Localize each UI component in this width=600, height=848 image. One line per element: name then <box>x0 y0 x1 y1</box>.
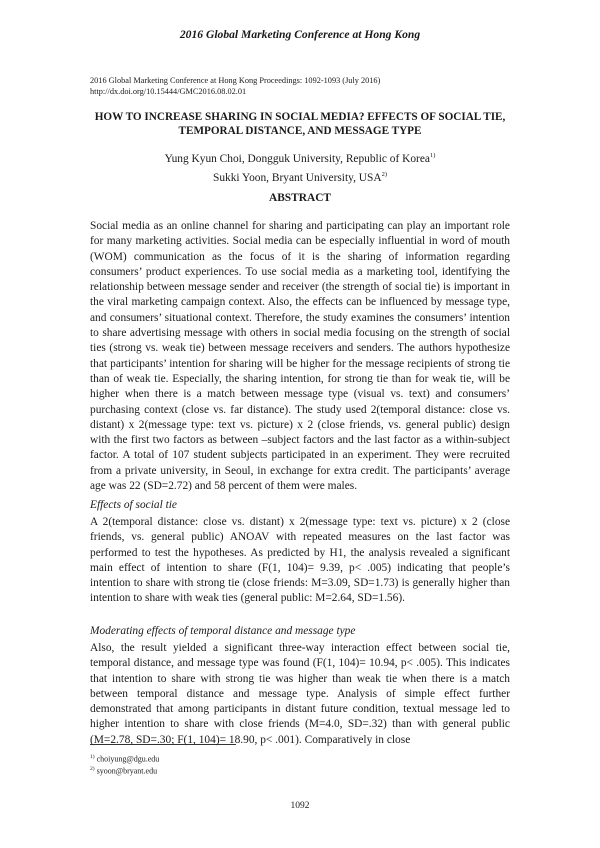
footnote-2 <box>90 766 157 776</box>
author-2-mark: 2) <box>381 170 387 178</box>
footnote-1-mark: 1) <box>90 754 95 760</box>
footnote-2-email[interactable]: syoon@bryant.edu <box>96 766 158 776</box>
page-number: 1092 <box>290 801 310 811</box>
paper-title: HOW TO INCREASE SHARING IN SOCIAL MEDIA? EFFECTS OF SOCIAL TIE, TEMPORAL DISTANCE, AND MESSAGE TYPE <box>94 111 506 137</box>
section-heading-social-tie: Effects of social tie <box>90 499 177 511</box>
publication-meta <box>90 75 380 97</box>
abstract-paragraph: Social media as an online channel for sharing and participating can play an important role for many marketing activities. Social media can be especially influential in word of mouth (WOM) communication as the focus of it is the sharing of information regarding consumers’ product experiences. To use social media as a marketing tool, identifying the relationship between message sender and receiver (the strength of social tie) is important in the viral marketing campaign context. Also, the effects can be influenced by message type, and consumers’ situational context. Therefore, the study examines the consumers’ intention to share advertising message with others in social media focusing on the strength of social ties (strong vs. weak tie) between message receivers and senders. The authors hypothesize that participants’ intention for sharing will be higher for the message recipients of strong tie than of weak tie. Especially, the sharing intention, for strong tie than for weak tie, will be higher when there is a match between message type (visual vs. text) and consumers’ purchasing context (close vs. far distance). The study used 2(temporal distance: close vs. distant) x 2(message type: text vs. picture) x 2 (close friends, vs. general public) design with the first two factors as between –subject factors and the last factor as a within-subject factor. A total of 107 student subjects participated in an experiment. They were recruited from a private university, in Seoul, in exchange for extra credit. The participants’ average age was 22 (SD=2.72) and 58 percent of them were males. <box>90 220 510 493</box>
author-2-name: Sukki Yoon, Bryant University, USA <box>213 171 382 184</box>
section-heading-moderating-effects: Moderating effects of temporal distance and message type <box>90 625 356 637</box>
section-paragraph-moderating-effects: Also, the result yielded a significant three-way interaction effect between social tie, temporal distance, and message type was found (F(1, 104)= 10.94, p< .005). This indicates that intention to share with strong tie was higher than weak tie when there is a match between temporal distance and message type. Analysis of simple effect further demonstrated that among participants in distant future condition, textual message led to higher intention to share with close friends (M=4.0, SD=.32) than with general public (M=2.78, SD=.30; F(1, 104)= 18.90, p< .001). Comparatively in close <box>90 642 510 746</box>
footnote-1-email[interactable]: choiyung@dgu.edu <box>96 754 160 764</box>
author-1-name: Yung Kyun Choi, Dongguk University, Republic of Korea <box>164 152 430 165</box>
abstract-heading: ABSTRACT <box>268 192 332 204</box>
author-1-mark: 1) <box>429 152 436 159</box>
footnote-divider <box>90 744 236 745</box>
author-line-1 <box>0 148 600 167</box>
author-block <box>0 148 600 186</box>
footnote-1 <box>90 754 159 764</box>
author-line-2 <box>0 167 600 186</box>
doi-link[interactable]: http://dx.doi.org/10.15444/GMC2016.08.02.01 <box>90 87 247 96</box>
footnote-2-mark: 2) <box>90 766 95 772</box>
proceedings-line: 2016 Global Marketing Conference at Hong Kong Proceedings: 1092-1093 (July 2016) <box>90 76 381 85</box>
section-paragraph-social-tie: A 2(temporal distance: close vs. distant) x 2(message type: text vs. picture) x 2 (close friends, vs. general public) ANOAV with repeated measures on the last factor was performed to test the hypotheses. As predicted by H1, the analysis revealed a significant main effect of intention to share (F(1, 104)= 9.39, p< .005) indicating that people’s intention to share with strong tie (close friends: M=3.09, SD=1.73) is generally higher than intention to share with weak ties (general public: M=2.64, SD=1.56). <box>90 516 510 605</box>
conference-header: 2016 Global Marketing Conference at Hong Kong <box>179 28 421 41</box>
